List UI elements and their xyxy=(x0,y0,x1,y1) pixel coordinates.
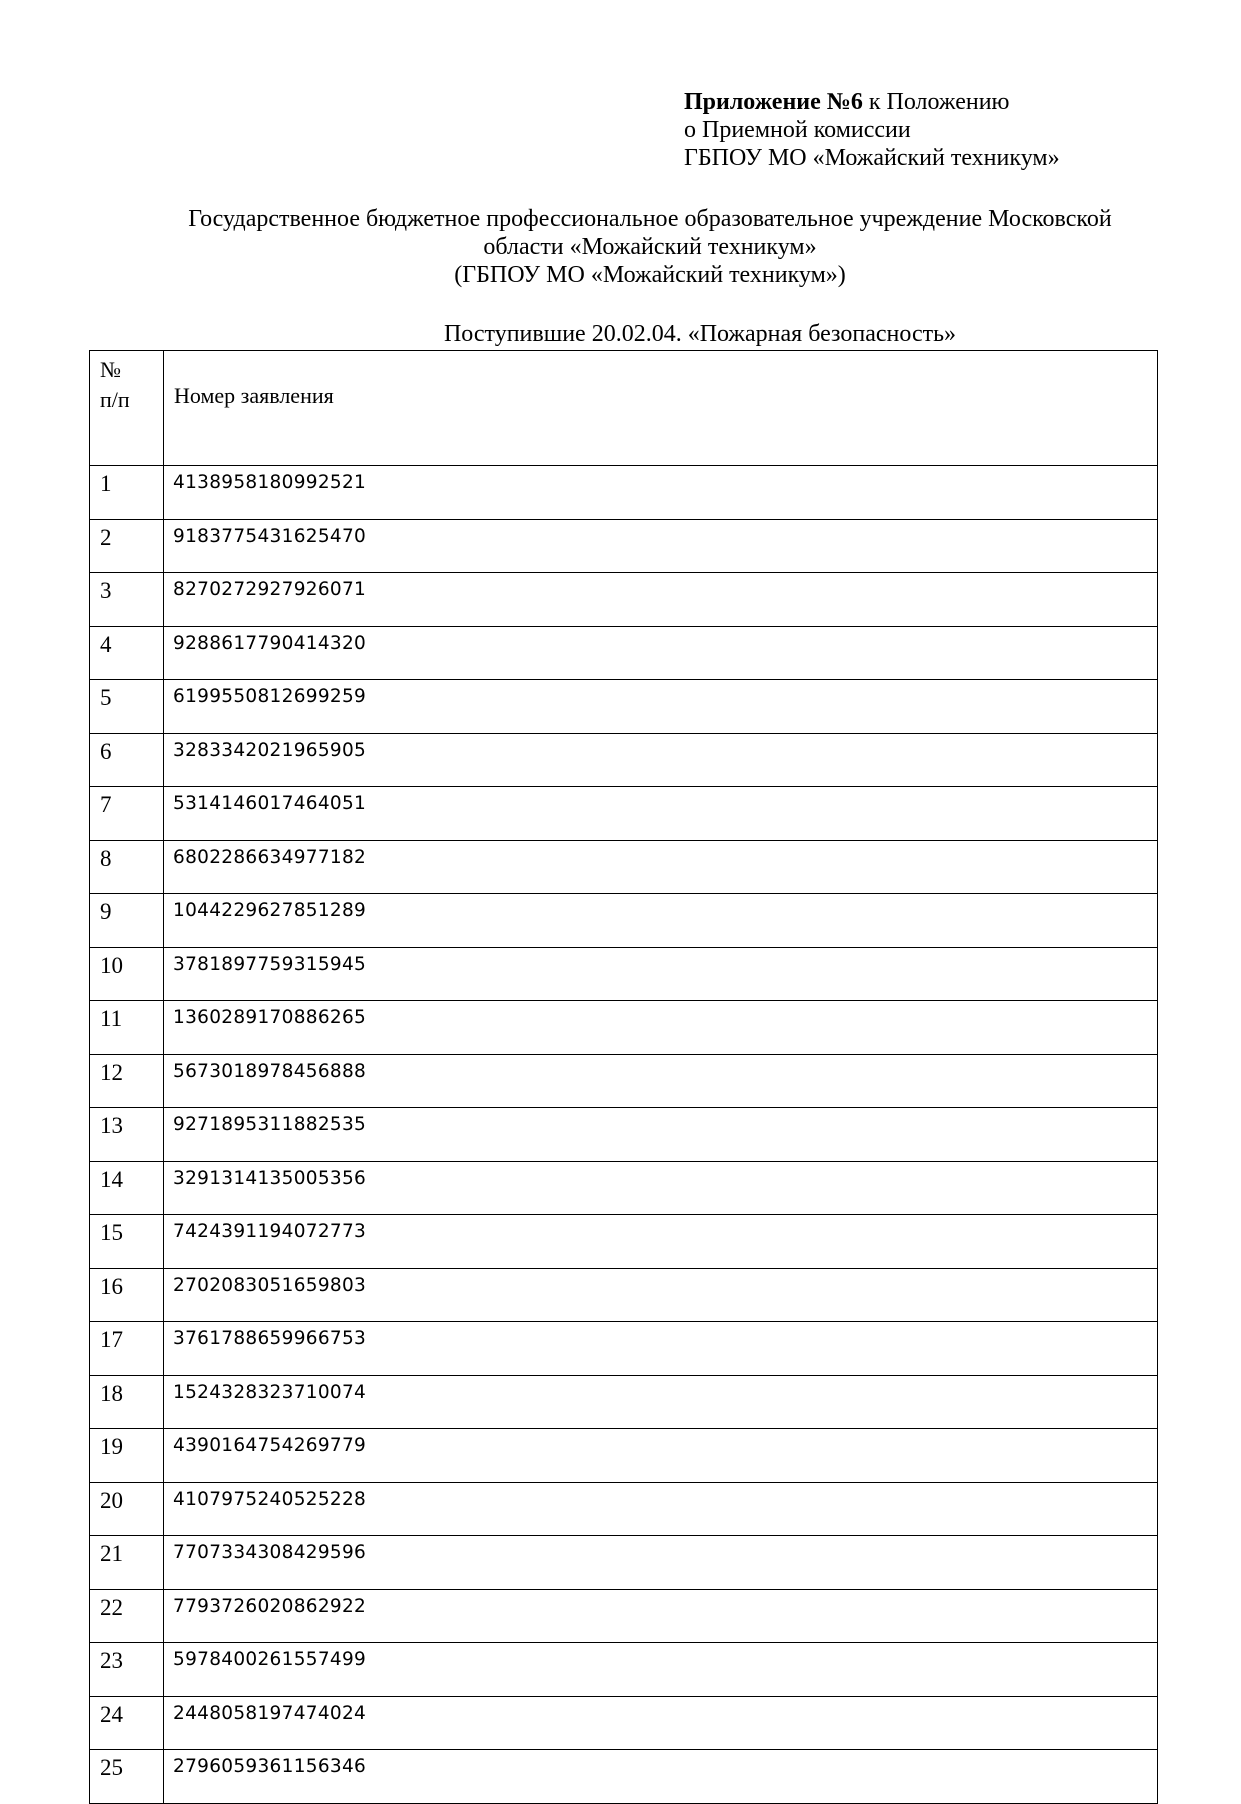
row-number: 7 xyxy=(90,787,164,841)
table-row xyxy=(90,1268,1158,1322)
table-row xyxy=(90,894,1158,948)
table-row xyxy=(90,1215,1158,1269)
row-number: 8 xyxy=(90,840,164,894)
document-title: Поступившие 20.02.04. «Пожарная безопасность» xyxy=(443,321,957,347)
table-row xyxy=(90,1696,1158,1750)
row-number: 11 xyxy=(90,1001,164,1055)
table-row xyxy=(90,1322,1158,1376)
table-row xyxy=(90,466,1158,520)
application-number: 3291314135005356 xyxy=(164,1161,1158,1215)
table-row xyxy=(90,1161,1158,1215)
table-row xyxy=(90,1375,1158,1429)
application-number: 4107975240525228 xyxy=(164,1482,1158,1536)
application-number: 3781897759315945 xyxy=(164,947,1158,1001)
appendix-reference: к Положению xyxy=(862,89,1010,115)
row-number: 9 xyxy=(90,894,164,948)
row-number: 21 xyxy=(90,1536,164,1590)
row-number: 2 xyxy=(90,519,164,573)
application-number: 2796059361156346 xyxy=(164,1750,1158,1804)
appendix-note xyxy=(684,88,1060,172)
row-number: 18 xyxy=(90,1375,164,1429)
application-number: 7793726020862922 xyxy=(164,1589,1158,1643)
row-number: 17 xyxy=(90,1322,164,1376)
row-number: 3 xyxy=(90,573,164,627)
table-row xyxy=(90,1589,1158,1643)
row-number: 13 xyxy=(90,1108,164,1162)
applications-table xyxy=(89,350,1158,1804)
table-row xyxy=(90,1643,1158,1697)
application-number: 9183775431625470 xyxy=(164,519,1158,573)
row-number: 16 xyxy=(90,1268,164,1322)
table-row xyxy=(90,626,1158,680)
table-row xyxy=(90,947,1158,1001)
application-number: 2702083051659803 xyxy=(164,1268,1158,1322)
row-number: 25 xyxy=(90,1750,164,1804)
row-number: 4 xyxy=(90,626,164,680)
application-number: 1360289170886265 xyxy=(164,1001,1158,1055)
row-number: 10 xyxy=(90,947,164,1001)
appendix-line-1 xyxy=(684,88,1060,116)
row-number: 23 xyxy=(90,1643,164,1697)
row-number: 15 xyxy=(90,1215,164,1269)
application-number: 7707334308429596 xyxy=(164,1536,1158,1590)
table-row xyxy=(90,1429,1158,1483)
header-number-cell xyxy=(90,351,164,466)
table-row xyxy=(90,1108,1158,1162)
row-number: 20 xyxy=(90,1482,164,1536)
institution-line-2: области «Можайский техникум» xyxy=(483,234,817,260)
header-number-sign: № xyxy=(100,357,121,382)
institution-line-3: (ГБПОУ МО «Можайский техникум») xyxy=(454,262,846,288)
appendix-number: Приложение №6 xyxy=(684,89,863,115)
table-row xyxy=(90,680,1158,734)
row-number: 1 xyxy=(90,466,164,520)
row-number: 12 xyxy=(90,1054,164,1108)
application-number: 9271895311882535 xyxy=(164,1108,1158,1162)
application-number: 9288617790414320 xyxy=(164,626,1158,680)
table-row xyxy=(90,1482,1158,1536)
application-number: 7424391194072773 xyxy=(164,1215,1158,1269)
appendix-line-2: о Приемной комиссии xyxy=(684,117,911,143)
application-number: 5673018978456888 xyxy=(164,1054,1158,1108)
application-number: 2448058197474024 xyxy=(164,1696,1158,1750)
table-row xyxy=(90,787,1158,841)
header-application-number: Номер заявления xyxy=(164,351,1158,466)
application-number: 1524328323710074 xyxy=(164,1375,1158,1429)
application-number: 5314146017464051 xyxy=(164,787,1158,841)
institution-name xyxy=(150,205,1150,289)
table-row xyxy=(90,519,1158,573)
application-number: 3761788659966753 xyxy=(164,1322,1158,1376)
row-number: 5 xyxy=(90,680,164,734)
table-row xyxy=(90,840,1158,894)
row-number: 24 xyxy=(90,1696,164,1750)
appendix-line-3: ГБПОУ МО «Можайский техникум» xyxy=(684,145,1060,171)
institution-line-1: Государственное бюджетное профессиональное образовательное учреждение Московской xyxy=(188,206,1112,232)
application-number: 8270272927926071 xyxy=(164,573,1158,627)
application-number: 4390164754269779 xyxy=(164,1429,1158,1483)
application-number: 5978400261557499 xyxy=(164,1643,1158,1697)
application-number: 4138958180992521 xyxy=(164,466,1158,520)
table-row xyxy=(90,573,1158,627)
table-row xyxy=(90,1001,1158,1055)
application-number: 1044229627851289 xyxy=(164,894,1158,948)
header-number-abbr: п/п xyxy=(100,387,130,412)
row-number: 6 xyxy=(90,733,164,787)
application-number: 3283342021965905 xyxy=(164,733,1158,787)
table-header-row xyxy=(90,351,1158,466)
row-number: 22 xyxy=(90,1589,164,1643)
table-row xyxy=(90,1750,1158,1804)
row-number: 14 xyxy=(90,1161,164,1215)
row-number: 19 xyxy=(90,1429,164,1483)
application-number: 6802286634977182 xyxy=(164,840,1158,894)
table-row xyxy=(90,1054,1158,1108)
table-row xyxy=(90,733,1158,787)
application-number: 6199550812699259 xyxy=(164,680,1158,734)
table-row xyxy=(90,1536,1158,1590)
